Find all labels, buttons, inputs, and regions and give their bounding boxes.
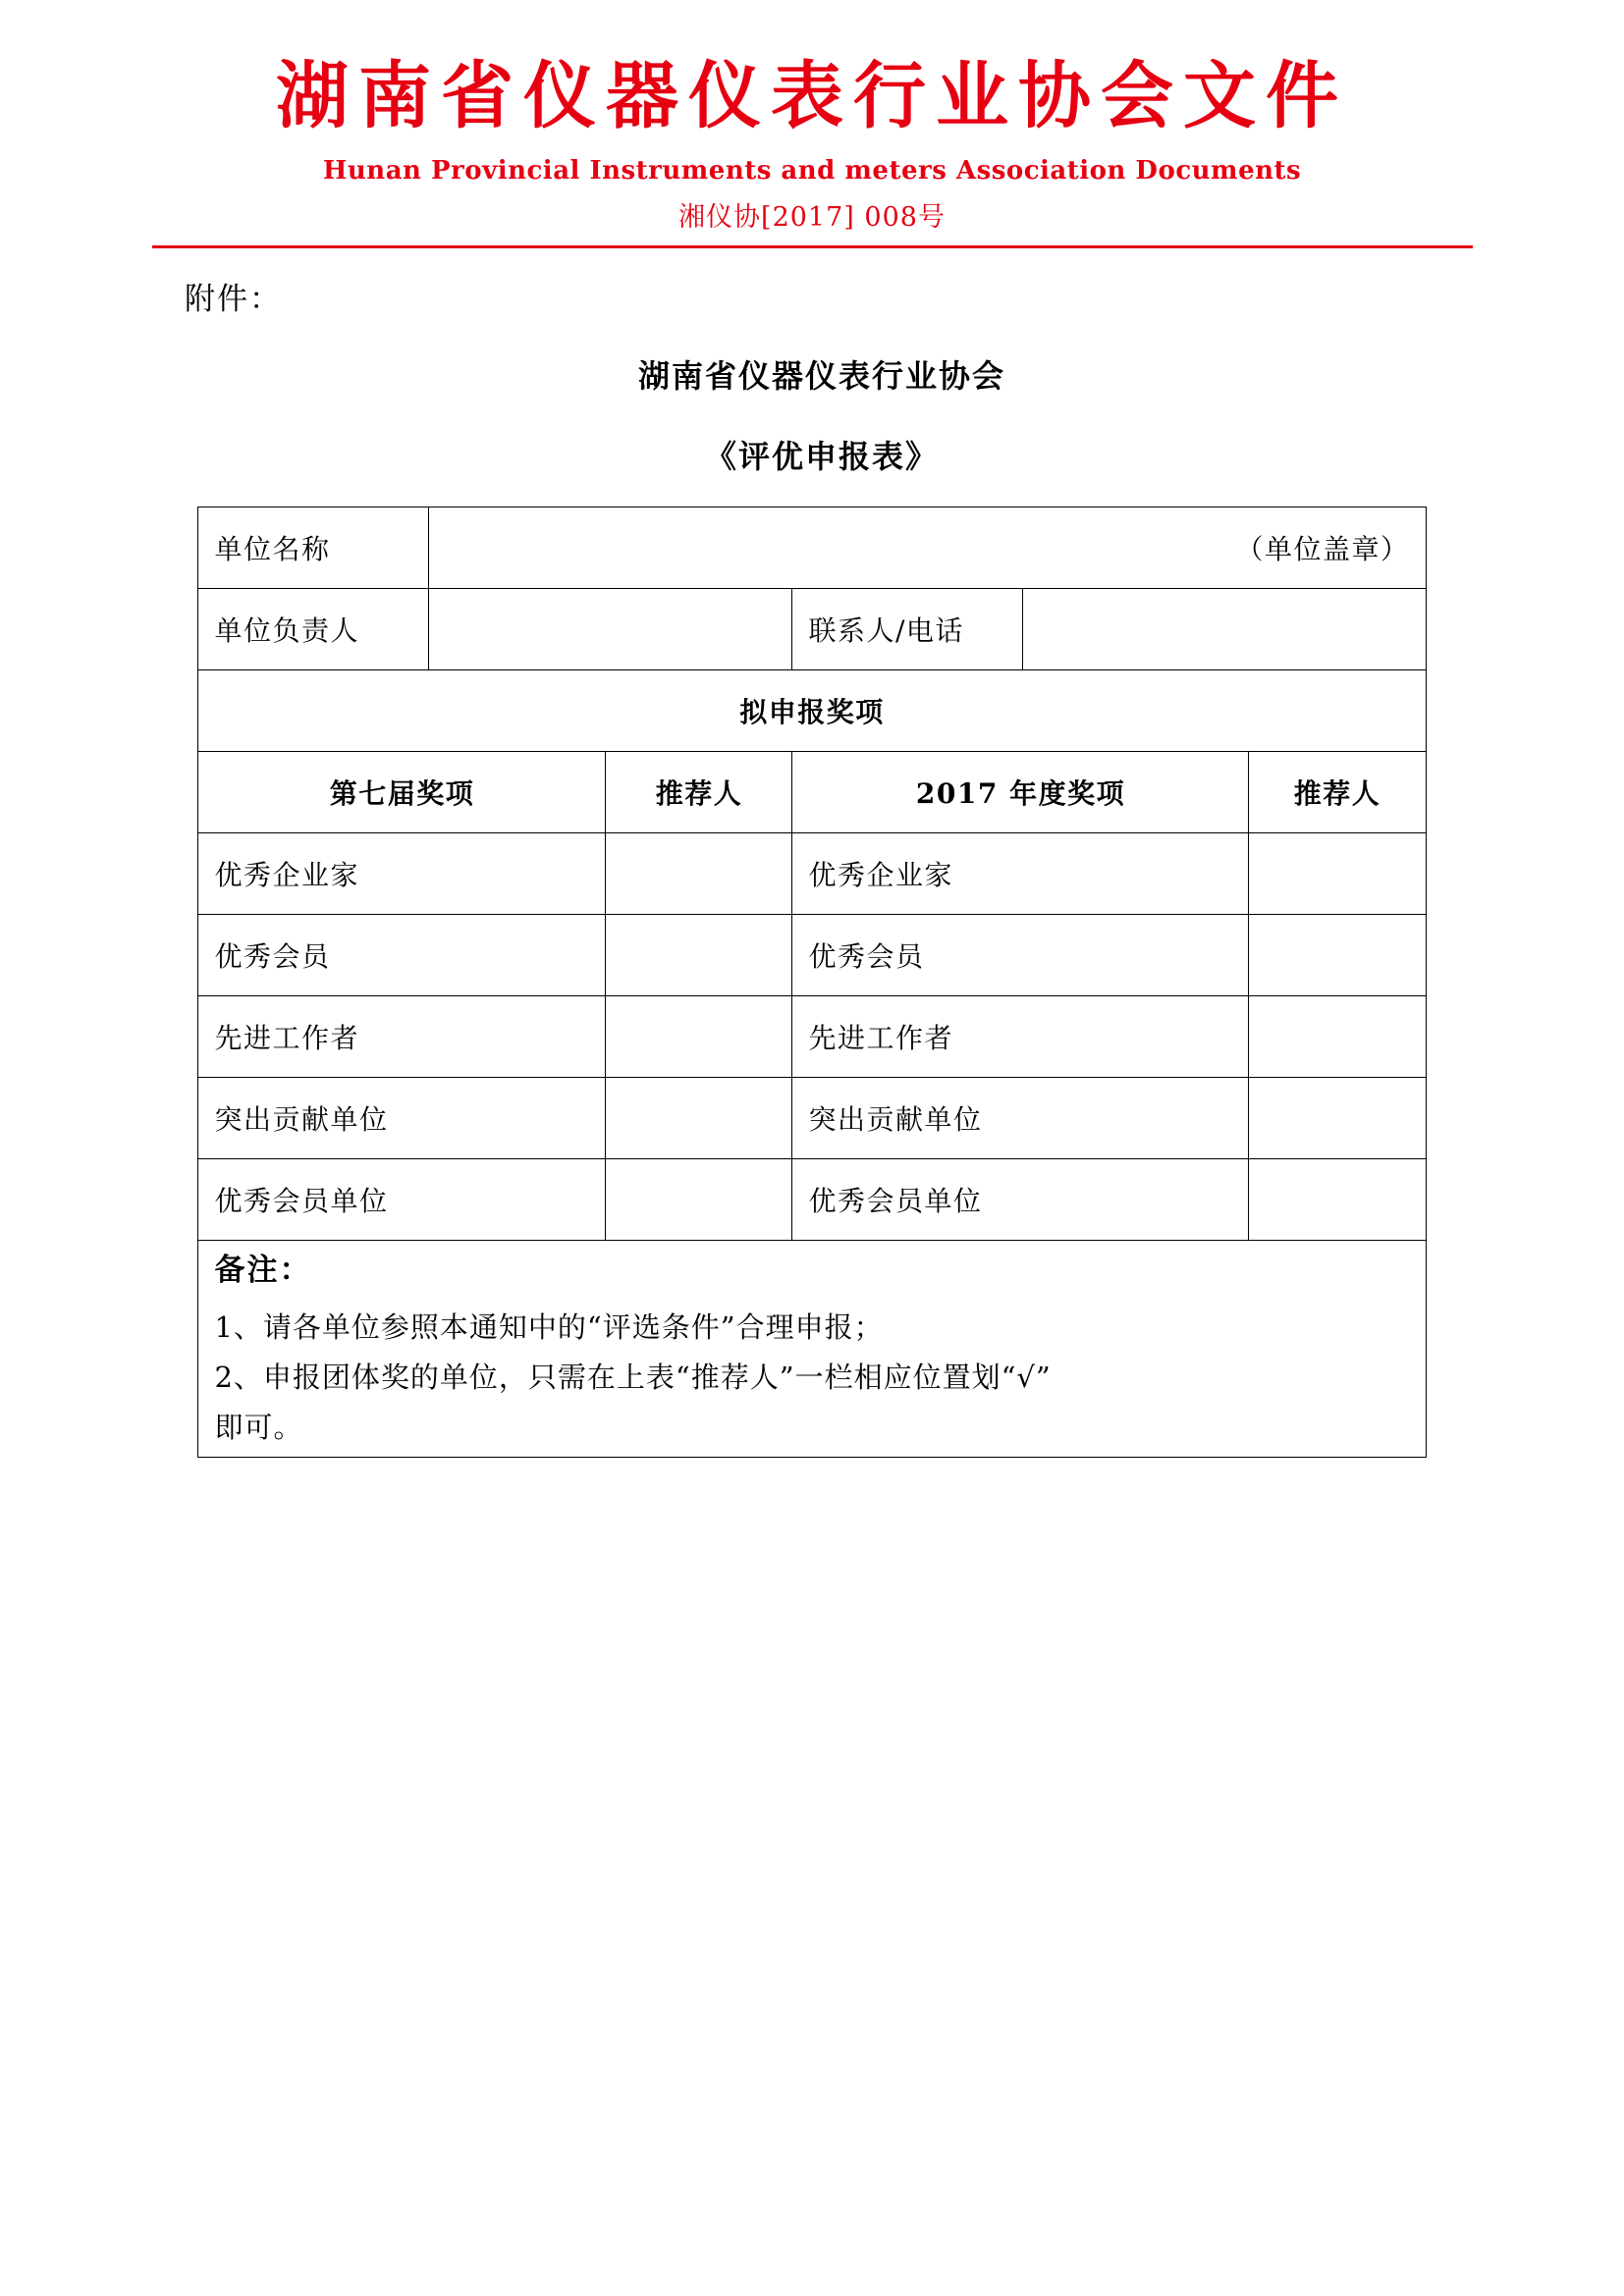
recommender-left-4[interactable]	[606, 1159, 792, 1241]
table-row-notes	[198, 1241, 1426, 1457]
award-right-0: 优秀企业家	[792, 833, 1249, 915]
table-row	[198, 915, 1426, 996]
recommender-left-1[interactable]	[606, 915, 792, 996]
masthead-document-number: 湘仪协[2017] 008号	[678, 202, 946, 234]
award-right-4: 优秀会员单位	[792, 1159, 1249, 1241]
contact-label: 联系人/电话	[792, 589, 1023, 670]
unit-leader-label: 单位负责人	[198, 589, 429, 670]
notes-title: 备注：	[214, 1253, 312, 1289]
document-title-primary: 湖南省仪器仪表行业协会	[637, 357, 1005, 396]
contact-input[interactable]	[1023, 589, 1426, 670]
award-left-1: 优秀会员	[198, 915, 606, 996]
table-row	[198, 833, 1426, 915]
award-left-2: 先进工作者	[198, 996, 606, 1078]
unit-name-label: 单位名称	[198, 507, 429, 589]
column-header-seventh-award: 第七届奖项	[198, 752, 606, 833]
award-left-0: 优秀企业家	[198, 833, 606, 915]
recommender-left-3[interactable]	[606, 1078, 792, 1159]
table-row-unit-name	[198, 507, 1426, 589]
recommender-right-4[interactable]	[1249, 1159, 1426, 1241]
section-title-awards: 拟申报奖项	[198, 670, 1426, 752]
award-right-1: 优秀会员	[792, 915, 1249, 996]
recommender-left-0[interactable]	[606, 833, 792, 915]
notes-line-1: 1、请各单位参照本通知中的“评选条件”合理申报；	[214, 1310, 884, 1345]
table-row-unit-leader	[198, 589, 1426, 670]
masthead	[0, 0, 1624, 248]
unit-leader-input[interactable]	[429, 589, 792, 670]
notes-cell	[198, 1241, 1426, 1457]
recommender-right-2[interactable]	[1249, 996, 1426, 1078]
document-title-secondary: 《评优申报表》	[704, 438, 939, 476]
column-header-recommender-right: 推荐人	[1249, 752, 1426, 833]
table-row	[198, 1159, 1426, 1241]
award-left-4: 优秀会员单位	[198, 1159, 606, 1241]
column-header-2017-award: 2017 年度奖项	[792, 752, 1249, 833]
unit-name-input[interactable]: （单位盖章）	[429, 507, 1426, 589]
table-row-section-title	[198, 670, 1426, 752]
masthead-title: 湖南省仪器仪表行业协会文件	[276, 54, 1348, 138]
recommender-right-1[interactable]	[1249, 915, 1426, 996]
recommender-right-0[interactable]	[1249, 833, 1426, 915]
attachment-label: 附件：	[185, 282, 282, 318]
notes-line-2: 2、申报团体奖的单位，只需在上表“推荐人”一栏相应位置划“√”	[214, 1361, 1052, 1395]
column-header-recommender-left: 推荐人	[606, 752, 792, 833]
table-row	[198, 1078, 1426, 1159]
application-form-table	[197, 507, 1426, 1457]
recommender-right-3[interactable]	[1249, 1078, 1426, 1159]
award-left-3: 突出贡献单位	[198, 1078, 606, 1159]
masthead-divider	[152, 245, 1473, 248]
notes-line-3: 即可。	[214, 1410, 303, 1444]
table-row	[198, 996, 1426, 1078]
masthead-subtitle-english: Hunan Provincial Instruments and meters Association Documents	[322, 156, 1302, 187]
recommender-left-2[interactable]	[606, 996, 792, 1078]
award-right-3: 突出贡献单位	[792, 1078, 1249, 1159]
award-right-2: 先进工作者	[792, 996, 1249, 1078]
table-row-column-headers	[198, 752, 1426, 833]
